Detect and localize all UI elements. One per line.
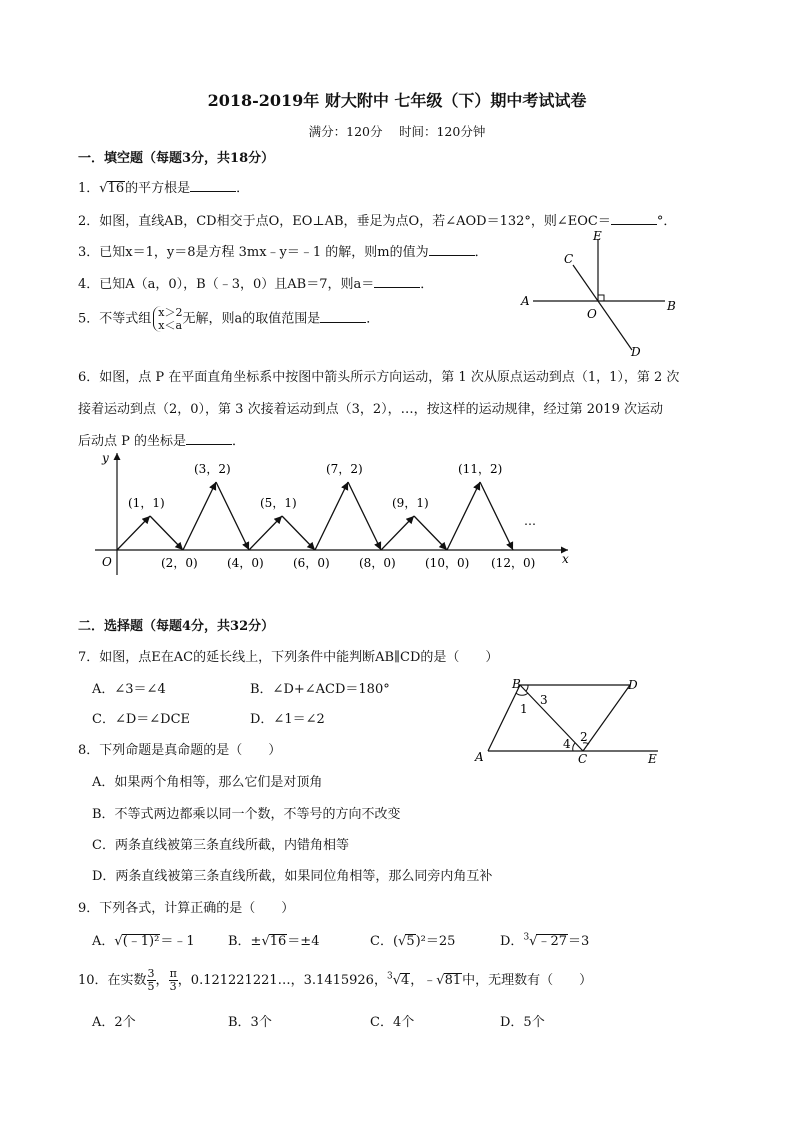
- q4-end: ．: [420, 277, 434, 292]
- q7-option-a[interactable]: A．∠3＝∠4: [92, 682, 166, 697]
- q10-option-b[interactable]: B．3个: [228, 1015, 272, 1030]
- q3-text: 3．已知x＝1，y＝8是方程 3mx﹣y＝﹣1 的解，则m的值为: [78, 245, 429, 260]
- top-point-labels: [128, 462, 502, 510]
- q5-line2: x＜a: [158, 319, 183, 332]
- parallelogram-figure: [470, 675, 670, 770]
- q9b-prefix: B．±: [228, 934, 262, 949]
- path-segment: [315, 482, 348, 550]
- q4-blank[interactable]: [374, 277, 420, 288]
- path-ellipsis: …: [524, 514, 536, 528]
- q9c-result: )²＝25: [415, 934, 456, 949]
- top-point-label: (11，2): [458, 462, 503, 476]
- top-point-label: (3，2): [194, 462, 231, 476]
- q3-end: ．: [474, 245, 488, 260]
- bottom-point-label: (10，0): [425, 556, 470, 570]
- q9c-prefix: C．(: [370, 934, 399, 949]
- angle-1-arc: [516, 693, 528, 695]
- q10-option-a[interactable]: A．2个: [92, 1015, 136, 1030]
- label-e: E: [593, 229, 602, 243]
- question-6-line-2: 接着运动到点（2，0），第 3 次接着运动到点（3，2），…，按这样的运动规律，经过第 2019 次运动: [78, 402, 663, 417]
- q8-option-a[interactable]: A．如果两个角相等，那么它们是对顶角: [92, 775, 323, 790]
- x-axis-label: x: [562, 552, 569, 566]
- path-segment: [447, 482, 480, 550]
- question-9-stem: 9．下列各式，计算正确的是（ ）: [78, 901, 295, 916]
- q8-option-b[interactable]: B．不等式两边都乘以同一个数，不等号的方向不改变: [92, 807, 401, 822]
- q9b-result: ＝±4: [287, 934, 320, 949]
- label-a: A: [521, 294, 530, 308]
- q8-option-d[interactable]: D．两条直线被第三条直线所截，如果同位角相等，那么同旁内角互补: [92, 869, 493, 884]
- q10-fraction-3-5: [147, 968, 156, 993]
- bottom-point-label: (12，0): [491, 556, 536, 570]
- bottom-point-labels: [161, 556, 535, 570]
- q3-blank[interactable]: [429, 245, 475, 256]
- q5-inequality-system: [153, 306, 182, 332]
- q7-option-d[interactable]: D．∠1＝∠2: [250, 712, 325, 727]
- path-segment: [117, 516, 150, 550]
- q7-option-c[interactable]: C．∠D＝∠DCE: [92, 712, 191, 727]
- line-cd: [573, 265, 632, 350]
- q10-option-c[interactable]: C．4个: [370, 1015, 415, 1030]
- top-point-label: (5，1): [260, 496, 297, 510]
- q9a-result: ＝﹣1: [160, 934, 195, 949]
- angle-figure: [515, 225, 685, 360]
- q8-option-c[interactable]: C．两条直线被第三条直线所截，内错角相等: [92, 838, 349, 853]
- section-2-title: 二．选择题（每题4分，共32分）: [78, 619, 275, 634]
- question-1: 1．√16的平方根是 ．: [78, 181, 250, 196]
- q6-end: ．: [232, 434, 246, 449]
- frac1-den: 5: [147, 980, 155, 993]
- q9-option-a[interactable]: A．√(﹣1)²＝﹣1: [92, 934, 195, 949]
- q7-option-b[interactable]: B．∠D+∠ACD＝180°: [250, 682, 390, 697]
- q9-option-b[interactable]: B．±√16＝±4: [228, 934, 320, 949]
- q9-option-c[interactable]: C．(√5)²＝25: [370, 934, 456, 949]
- label-c: C: [564, 252, 574, 266]
- q9c-radicand: 5: [406, 934, 415, 949]
- q6-text: 后动点 P 的坐标是: [78, 434, 187, 449]
- q2-text: 2．如图，直线AB，CD相交于点O，EO⊥AB，垂足为点O，若∠AOD＝132°，则∠EOC＝: [78, 214, 611, 229]
- question-6-line-1: 6．如图，点 P 在平面直角坐标系中按图中箭头所示方向运动，第 1 次从原点运动到点（1，1），第 2 次: [78, 370, 680, 385]
- q5-end: ．: [366, 311, 380, 327]
- q5-blank[interactable]: [320, 312, 366, 323]
- frac1-num: 3: [147, 967, 155, 980]
- label-b: B: [512, 677, 521, 691]
- q9a-radicand: (﹣1)²: [122, 934, 160, 949]
- q10-prefix: 10．在实数: [78, 973, 147, 988]
- label-d: D: [631, 345, 641, 359]
- q9d-result: ＝3: [568, 934, 590, 949]
- path-segment: [381, 516, 414, 550]
- question-10-stem: 10．在实数 $\frac{3}{5}$ ， $\frac{\pi}{3}$ ，0.121221221…，3.1415926，$^3$√4，﹣√81中，无理数有（ ）: [78, 967, 593, 993]
- q1-end: ．: [236, 181, 250, 196]
- label-d: D: [628, 678, 638, 692]
- q10-radicand-4: 4: [400, 973, 410, 988]
- q9d-radicand: ﹣27: [537, 934, 568, 949]
- label-b: B: [667, 299, 676, 313]
- q9b-radicand: 16: [269, 934, 287, 949]
- section-1-title: 一．填空题（每题3分，共18分）: [78, 151, 275, 166]
- question-7-stem: 7．如图，点E在AC的延长线上，下列条件中能判断AB∥CD的是（ ）: [78, 650, 499, 665]
- segment-ab: [488, 685, 520, 751]
- label-e: E: [648, 752, 657, 766]
- zigzag-path: [117, 482, 513, 550]
- angle-1-label: 1: [520, 702, 528, 716]
- bottom-point-label: (4，0): [227, 556, 264, 570]
- path-segment: [183, 482, 216, 550]
- question-3: [78, 241, 488, 260]
- q2-end: °．: [656, 214, 677, 229]
- q10-fraction-pi-3: [169, 968, 178, 993]
- question-5: [78, 306, 379, 332]
- q9-option-d[interactable]: D．$^3$√﹣27＝3: [500, 932, 590, 949]
- path-segment: [414, 516, 447, 550]
- question-8-stem: 8．下列命题是真命题的是（ ）: [78, 743, 282, 758]
- angle-3-arc: [526, 685, 528, 691]
- segment-dc: [583, 685, 630, 751]
- frac2-num: π: [169, 967, 177, 980]
- path-segment: [348, 482, 381, 550]
- q1-text: 的平方根是: [125, 181, 191, 196]
- segment-bc: [520, 685, 583, 751]
- top-point-label: (7，2): [326, 462, 363, 476]
- bottom-point-label: (8，0): [359, 556, 396, 570]
- q9d-root-index: 3: [523, 932, 530, 943]
- q5-number: 5．不等式组: [78, 311, 152, 327]
- path-segment: [480, 482, 513, 550]
- q10-suffix: 中，无理数有（ ）: [462, 973, 593, 988]
- path-segment: [282, 516, 315, 550]
- path-segment: [249, 516, 282, 550]
- q4-text: 4．已知A（a，0），B（﹣3，0）且AB＝7，则a＝: [78, 277, 375, 292]
- q10-separator: ，﹣: [410, 973, 437, 988]
- q6-blank[interactable]: [186, 434, 232, 445]
- q10-option-d[interactable]: D．5个: [500, 1015, 545, 1030]
- angle-4-arc: [573, 743, 575, 751]
- q1-radicand: 16: [107, 181, 125, 196]
- y-axis-label: y: [102, 451, 109, 465]
- top-point-label: (1，1): [128, 496, 165, 510]
- q9a-radicand-text: (﹣1): [122, 934, 155, 949]
- q1-blank[interactable]: [190, 181, 236, 192]
- q1-number: 1．: [78, 181, 100, 196]
- q2-blank[interactable]: [611, 214, 657, 225]
- bottom-point-label: (2，0): [161, 556, 198, 570]
- label-c: C: [578, 752, 588, 766]
- q5-line1: x＞2: [158, 306, 183, 319]
- q10-radicand-81: 81: [444, 973, 462, 988]
- bottom-point-label: (6，0): [293, 556, 330, 570]
- label-a: A: [475, 750, 484, 764]
- q9a-prefix: A．: [92, 934, 115, 949]
- top-point-label: (9，1): [392, 496, 429, 510]
- path-segment: [216, 482, 249, 550]
- angle-3-label: 3: [540, 693, 548, 707]
- angle-2-label: 2: [580, 730, 588, 744]
- angle-4-label: 4: [563, 737, 571, 751]
- q10-middle: ，0.121221221…，3.1415926，: [177, 973, 387, 988]
- label-o: O: [587, 307, 597, 321]
- q9d-prefix: D．: [500, 934, 524, 949]
- path-segment: [150, 516, 183, 550]
- question-4: [78, 273, 433, 292]
- origin-label: O: [102, 555, 112, 569]
- q10-root-index: 3: [386, 971, 393, 982]
- frac2-den: 3: [169, 980, 177, 993]
- right-angle-mark: [598, 295, 604, 301]
- path-figure: [90, 445, 580, 580]
- q5-text: 无解，则a的取值范围是: [182, 311, 321, 327]
- exam-info: 满分：120分 时间：120分钟: [308, 124, 486, 139]
- page-title: 2018-2019年 财大附中 七年级（下）期中考试试卷: [207, 91, 587, 110]
